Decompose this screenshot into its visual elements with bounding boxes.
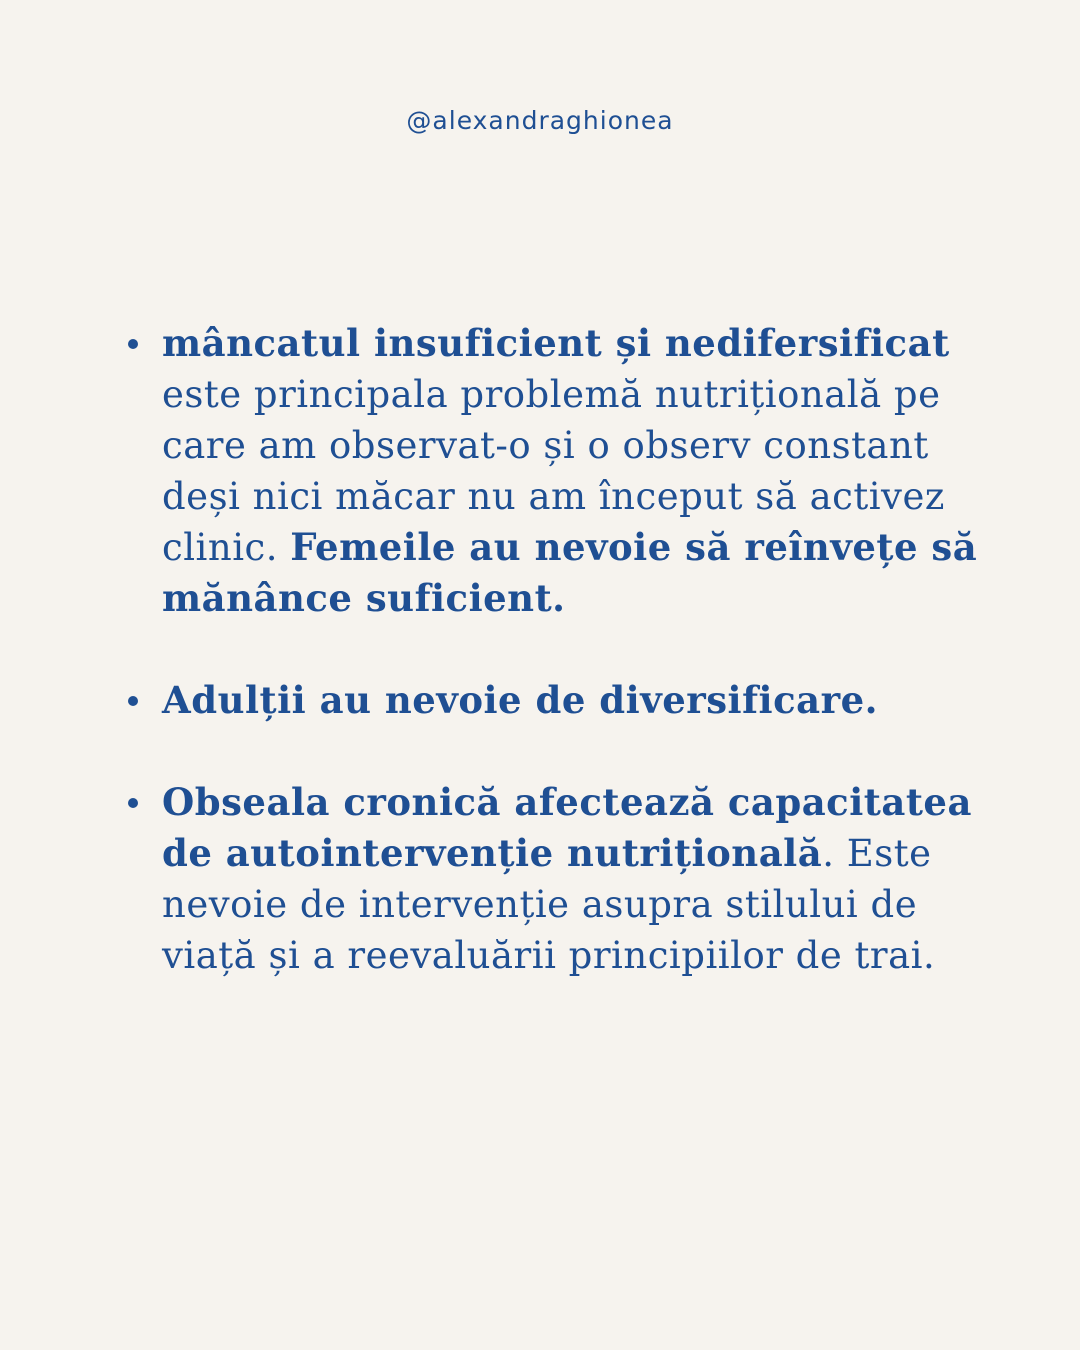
list-item — [0, 675, 1080, 726]
list-item — [0, 777, 1080, 981]
bullet-1-bold-conclusion: Femeile au nevoie să reînvețe să mănânce suficient. — [162, 525, 978, 620]
bullet-dot — [128, 696, 138, 706]
bullet-1-bold-lead: mâncatul insuficient și nedifersificat — [162, 321, 950, 365]
bullet-3-bold-lead: Obseala cronică afectează capacitatea de autointervenție nutrițională — [162, 780, 972, 875]
bullet-dot — [128, 339, 138, 349]
bullet-list — [0, 318, 1080, 981]
bullet-dot — [128, 798, 138, 808]
bullet-1-body: este principala problemă nutrițională pe care am observat-o și o observ constant deși nici măcar nu am început să activez clinic. — [162, 373, 945, 569]
bullet-3-body: . Este nevoie de intervenție asupra stilului de viață și a reevaluării principiilor de trai. — [162, 832, 936, 977]
bullet-2-bold: Adulții au nevoie de diversificare. — [162, 678, 879, 722]
instagram-handle: @alexandraghionea — [406, 106, 674, 135]
list-item — [0, 318, 1080, 624]
